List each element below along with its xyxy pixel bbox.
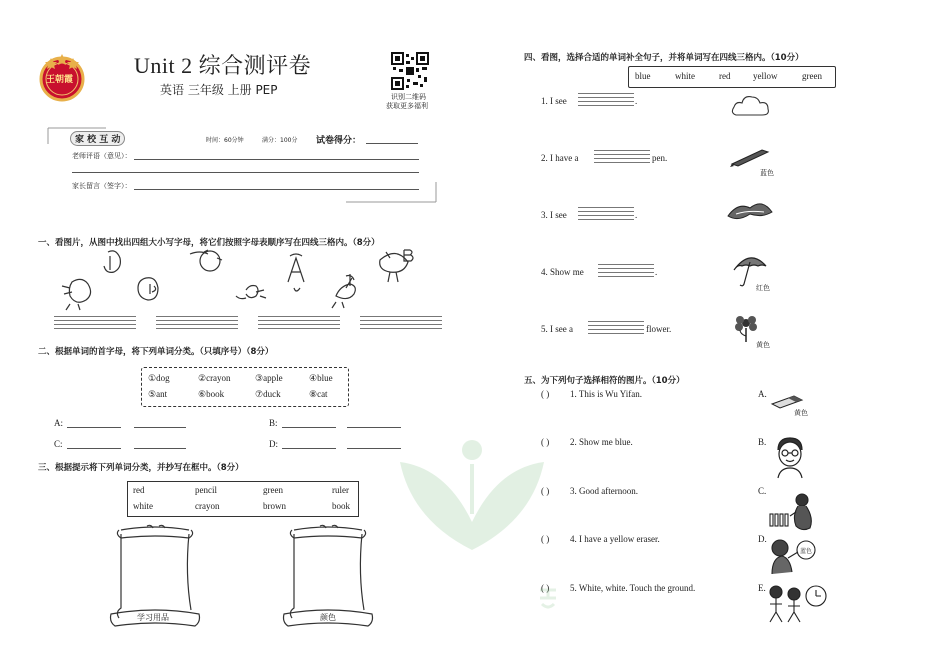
match-2-text: 2. Show me blue. [570,437,633,447]
sentence-4-prefix: 4. Show me [541,267,584,277]
teacher-pointing-image [768,536,820,576]
category-a-field-1[interactable] [67,427,121,428]
word-item: brown [263,501,286,511]
logo-text: 王朝霞 [46,75,74,85]
sentence-4-blank[interactable] [598,264,654,278]
word-item: ③apple [255,373,283,383]
category-c-field-1[interactable] [67,448,121,449]
sentence-1-prefix: 1. I see [541,96,567,106]
boy-image [772,436,806,480]
section2-title: 二、根据单词的首字母，将下列单词分类。（只填序号）（8分） [38,347,274,357]
category-c-label: C: [54,439,63,449]
crayons-girl-image [768,490,820,534]
option-e-label: E. [758,583,766,593]
teacher-pointing-note: 蓝色 [800,548,813,555]
scroll-label-colors: 颜色 [320,613,336,622]
score-label: 试卷得分： [316,136,362,146]
match-5-text: 5. White, white. Touch the ground. [570,583,696,593]
section3-word-table [127,481,359,517]
category-d-field-1[interactable] [282,448,336,449]
section5-title: 五、为下列句子选择相符的图片。（10分） [524,376,685,386]
page-title: Unit 2 综合测评卷 [134,53,312,78]
option-a-label: A. [758,389,767,399]
match-3-paren[interactable]: ( ) [541,486,550,496]
cloud-image [730,93,770,121]
qr-caption-1: 识别二维码 [391,93,426,101]
match-4-paren[interactable]: ( ) [541,534,550,544]
sentence-2-blank[interactable] [594,150,650,164]
children-clock-image [766,582,828,626]
full-score-label: 满分：100分 [262,137,298,144]
match-3-text: 3. Good afternoon. [570,486,638,496]
word-item: ①dog [148,373,170,383]
word-bank-item: red [719,71,731,81]
word-bank-item: yellow [753,71,778,81]
scroll-label-stationery: 学习用品 [137,613,169,622]
sentence-5-blank[interactable] [588,321,644,335]
watermark-glyph [536,584,560,610]
word-item: ⑥book [198,389,225,399]
word-item: ②crayon [198,373,231,383]
word-item: pencil [195,485,217,495]
eraser-color-note: 黄色 [794,409,808,417]
sentence-1-blank[interactable] [578,93,634,107]
sentence-3-suffix: . [635,210,638,220]
section4-title: 四、看图，选择合适的单词补全句子，并将单词写在四线三格内。（10分） [524,53,804,63]
category-b-field-1[interactable] [282,427,336,428]
word-item: red [133,485,145,495]
qr-code[interactable] [391,52,429,90]
sentence-3-blank[interactable] [578,207,634,221]
scroll-colors[interactable] [280,524,376,630]
time-label: 时间：60分钟 [206,137,244,144]
word-item: ⑤ant [148,389,168,399]
info-badge: 家 校 互 动 [70,131,125,146]
category-d-label: D: [269,439,278,449]
page-subtitle: 英语 三年级 上册 PEP [160,83,278,97]
word-item: book [332,501,350,511]
sentence-4-suffix: . [655,267,658,277]
qr-caption-2: 获取更多福利 [386,102,428,110]
match-1-text: 1. This is Wu Yifan. [570,389,642,399]
section1-title: 一、看图片，从图中找出四组大小写字母，将它们按照字母表顺序写在四线三格内。（8分） [38,238,380,248]
word-item: green [263,485,283,495]
word-item: ⑧cat [309,389,328,399]
category-c-field-2[interactable] [134,448,186,449]
letter-pictures [50,246,430,314]
word-bank-item: white [675,71,695,81]
option-d-label: D. [758,534,767,544]
sentence-2-prefix: 2. I have a [541,153,579,163]
word-item: ruler [332,485,349,495]
sentence-5-suffix: flower. [646,324,672,334]
umbrella-color-note: 红色 [756,284,770,292]
section3-title: 三、根据提示将下列单词分类，并抄写在框中。（8分） [38,463,244,473]
parent-message-field[interactable] [134,189,419,190]
flower-color-note: 黄色 [756,341,770,349]
sentence-1-suffix: . [635,96,638,106]
option-c-label: C. [758,486,767,496]
parent-message-label: 家长留言（签字）： [72,182,132,190]
sentence-2-suffix: pen. [652,153,668,163]
match-4-text: 4. I have a yellow eraser. [570,534,660,544]
pen-color-note: 蓝色 [760,169,774,177]
word-item: crayon [195,501,220,511]
category-d-field-2[interactable] [347,448,401,449]
category-a-label: A: [54,418,63,428]
category-a-field-2[interactable] [134,427,186,428]
teacher-comment-label: 老师评语（意见）： [72,152,132,160]
publisher-logo [37,52,87,102]
word-item: white [133,501,153,511]
scroll-stationery[interactable] [107,524,203,630]
sentence-3-prefix: 3. I see [541,210,567,220]
sentence-5-prefix: 5. I see a [541,324,573,334]
category-b-field-2[interactable] [347,427,401,428]
word-item: ④blue [309,373,333,383]
word-item: ⑦duck [255,389,281,399]
option-b-label: B. [758,437,767,447]
match-2-paren[interactable]: ( ) [541,437,550,447]
score-field[interactable] [366,143,418,144]
leaves-image [726,200,774,224]
word-bank-item: blue [635,71,651,81]
watermark-logo [398,432,546,552]
section1-writing-line-2[interactable] [156,316,238,330]
section1-writing-line-3[interactable] [258,316,340,330]
section1-writing-line-4[interactable] [360,316,442,330]
word-bank-item: green [802,71,822,81]
match-5-paren[interactable]: ( ) [541,583,550,593]
teacher-comment-line-2[interactable] [72,172,419,173]
teacher-comment-field[interactable] [134,159,419,160]
match-1-paren[interactable]: ( ) [541,389,550,399]
pen-image [728,146,772,168]
category-b-label: B: [269,418,278,428]
section1-writing-line-1[interactable] [54,316,136,330]
